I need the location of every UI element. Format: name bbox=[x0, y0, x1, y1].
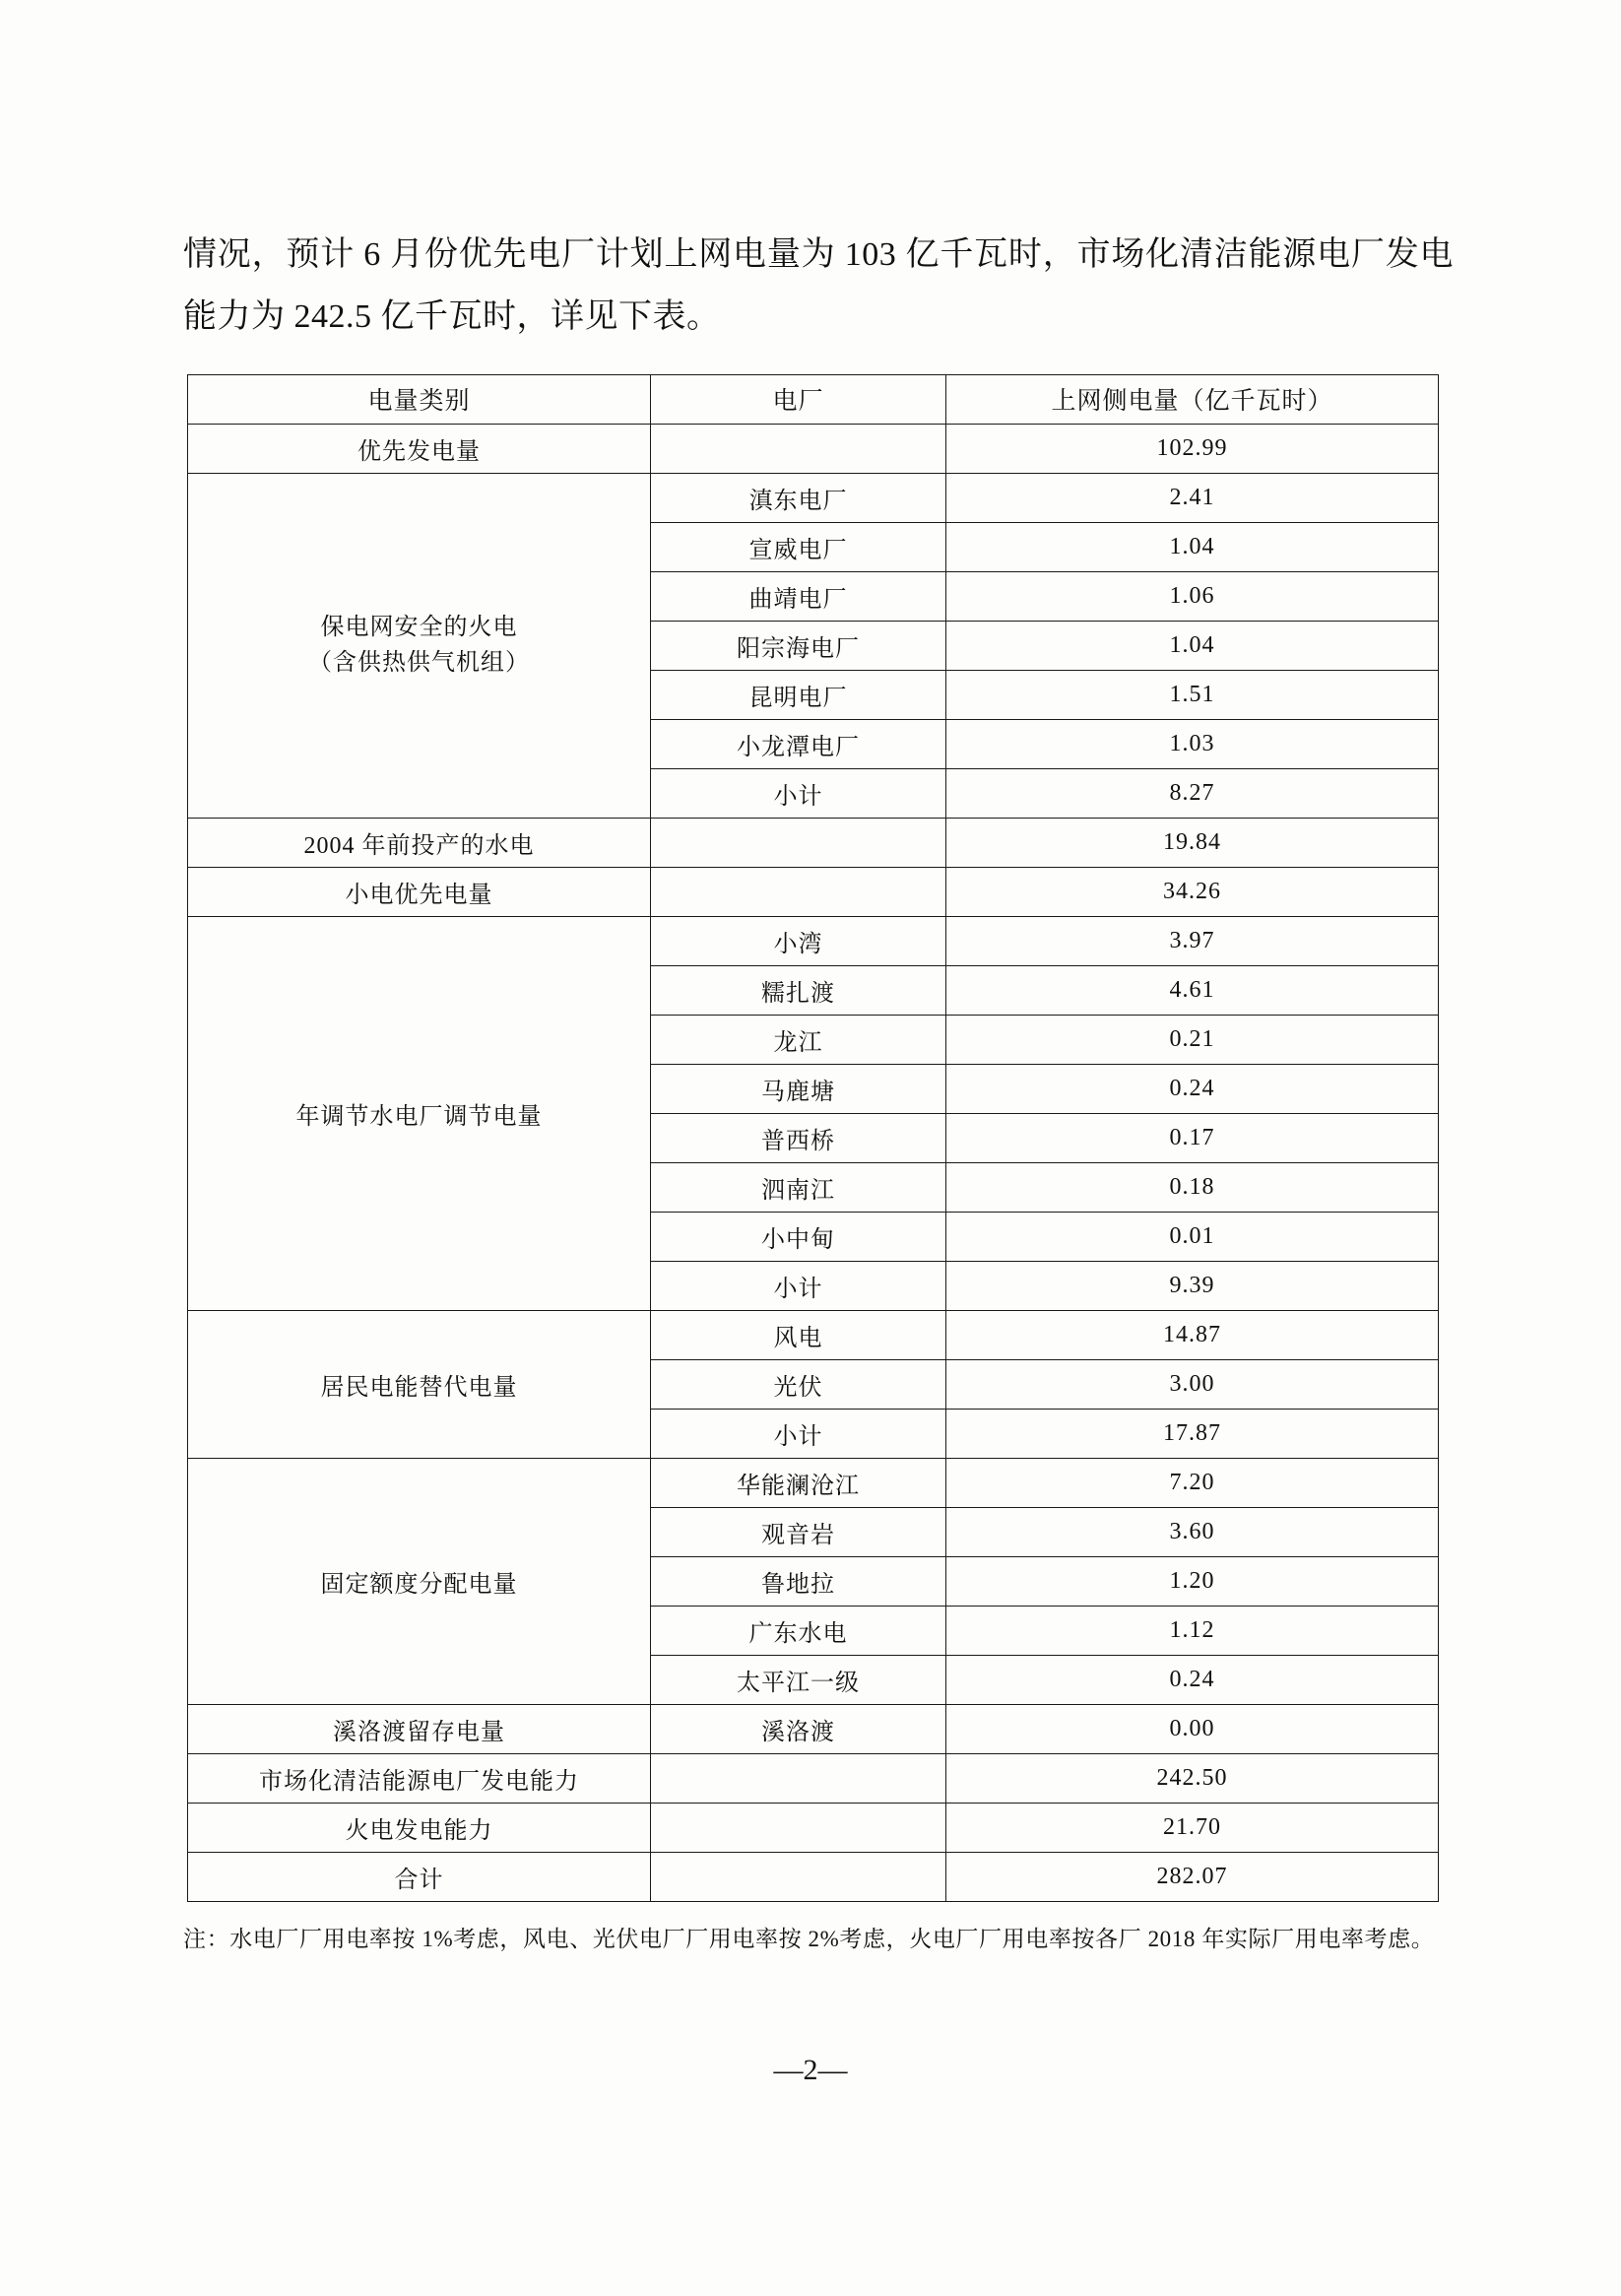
cell-value: 0.24 bbox=[946, 1064, 1439, 1113]
cell-plant: 光伏 bbox=[651, 1359, 946, 1409]
table-row-total bbox=[188, 1852, 1439, 1901]
cell-plant: 鲁地拉 bbox=[651, 1556, 946, 1606]
cell-value: 3.97 bbox=[946, 916, 1439, 965]
header-value: 上网侧电量（亿千瓦时） bbox=[946, 374, 1439, 424]
cell-value: 0.18 bbox=[946, 1162, 1439, 1212]
group-label-line1: 保电网安全的火电 bbox=[320, 615, 518, 641]
cell-value-subtotal: 17.87 bbox=[946, 1409, 1439, 1458]
cell-plant: 小湾 bbox=[651, 916, 946, 965]
cell-value: 102.99 bbox=[946, 424, 1439, 473]
group-label-line2: （含供热供气机组） bbox=[308, 650, 530, 677]
cell-plant: 阳宗海电厂 bbox=[651, 621, 946, 670]
cell-plant: 溪洛渡 bbox=[651, 1704, 946, 1753]
cell-value: 1.20 bbox=[946, 1556, 1439, 1606]
cell-value: 0.01 bbox=[946, 1212, 1439, 1261]
cell-plant bbox=[651, 867, 946, 916]
cell-plant bbox=[651, 1852, 946, 1901]
cell-value: 0.21 bbox=[946, 1015, 1439, 1064]
table-row bbox=[188, 1704, 1439, 1753]
table-row bbox=[188, 473, 1439, 522]
cell-value: 34.26 bbox=[946, 867, 1439, 916]
page-content bbox=[183, 225, 1454, 1959]
cell-category-group-fixed-quota: 固定额度分配电量 bbox=[188, 1458, 651, 1704]
cell-plant: 小中甸 bbox=[651, 1212, 946, 1261]
cell-value-subtotal: 9.39 bbox=[946, 1261, 1439, 1310]
cell-category: 小电优先电量 bbox=[188, 867, 651, 916]
cell-category-group-residential: 居民电能替代电量 bbox=[188, 1310, 651, 1458]
cell-plant bbox=[651, 818, 946, 867]
cell-value: 3.60 bbox=[946, 1507, 1439, 1556]
table-row bbox=[188, 916, 1439, 965]
cell-plant bbox=[651, 1803, 946, 1852]
cell-value: 14.87 bbox=[946, 1310, 1439, 1359]
cell-category-group-thermal bbox=[188, 473, 651, 818]
cell-value: 1.51 bbox=[946, 670, 1439, 719]
cell-plant-subtotal: 小计 bbox=[651, 768, 946, 818]
header-category: 电量类别 bbox=[188, 374, 651, 424]
cell-value: 0.24 bbox=[946, 1655, 1439, 1704]
cell-plant: 太平江一级 bbox=[651, 1655, 946, 1704]
cell-category: 火电发电能力 bbox=[188, 1803, 651, 1852]
power-generation-table bbox=[187, 374, 1439, 1902]
cell-plant: 马鹿塘 bbox=[651, 1064, 946, 1113]
cell-value: 7.20 bbox=[946, 1458, 1439, 1507]
cell-value: 0.00 bbox=[946, 1704, 1439, 1753]
table-row bbox=[188, 1310, 1439, 1359]
cell-plant: 泗南江 bbox=[651, 1162, 946, 1212]
cell-value: 1.12 bbox=[946, 1606, 1439, 1655]
table-body bbox=[188, 424, 1439, 1901]
cell-value: 1.06 bbox=[946, 571, 1439, 621]
cell-value: 3.00 bbox=[946, 1359, 1439, 1409]
cell-value: 2.41 bbox=[946, 473, 1439, 522]
cell-value: 1.04 bbox=[946, 522, 1439, 571]
table-row bbox=[188, 867, 1439, 916]
cell-plant: 昆明电厂 bbox=[651, 670, 946, 719]
table-row bbox=[188, 1803, 1439, 1852]
cell-value: 1.03 bbox=[946, 719, 1439, 768]
table-row bbox=[188, 818, 1439, 867]
table-note: 注：水电厂厂用电率按 1%考虑，风电、光伏电厂厂用电率按 2%考虑，火电厂厂用电率按各厂 2018 年实际厂用电率考虑。 bbox=[183, 1926, 1435, 1951]
cell-plant: 宣威电厂 bbox=[651, 522, 946, 571]
cell-plant: 小龙潭电厂 bbox=[651, 719, 946, 768]
cell-plant-subtotal: 小计 bbox=[651, 1409, 946, 1458]
cell-category-total: 合计 bbox=[188, 1852, 651, 1901]
cell-plant: 风电 bbox=[651, 1310, 946, 1359]
cell-plant: 华能澜沧江 bbox=[651, 1458, 946, 1507]
cell-value: 1.04 bbox=[946, 621, 1439, 670]
table-row bbox=[188, 1753, 1439, 1803]
cell-category-group-annual-hydro: 年调节水电厂调节电量 bbox=[188, 916, 651, 1310]
cell-value: 0.17 bbox=[946, 1113, 1439, 1162]
cell-value-subtotal: 8.27 bbox=[946, 768, 1439, 818]
cell-value: 21.70 bbox=[946, 1803, 1439, 1852]
cell-category: 市场化清洁能源电厂发电能力 bbox=[188, 1753, 651, 1803]
cell-plant: 广东水电 bbox=[651, 1606, 946, 1655]
table-row bbox=[188, 1458, 1439, 1507]
cell-category: 溪洛渡留存电量 bbox=[188, 1704, 651, 1753]
cell-plant-subtotal: 小计 bbox=[651, 1261, 946, 1310]
cell-category: 2004 年前投产的水电 bbox=[188, 818, 651, 867]
cell-value: 242.50 bbox=[946, 1753, 1439, 1803]
cell-value: 19.84 bbox=[946, 818, 1439, 867]
table-header-row bbox=[188, 374, 1439, 424]
cell-plant: 糯扎渡 bbox=[651, 965, 946, 1015]
cell-plant: 观音岩 bbox=[651, 1507, 946, 1556]
cell-plant bbox=[651, 1753, 946, 1803]
cell-plant: 龙江 bbox=[651, 1015, 946, 1064]
cell-category: 优先发电量 bbox=[188, 424, 651, 473]
header-plant: 电厂 bbox=[651, 374, 946, 424]
cell-plant: 滇东电厂 bbox=[651, 473, 946, 522]
cell-plant: 普西桥 bbox=[651, 1113, 946, 1162]
cell-value: 4.61 bbox=[946, 965, 1439, 1015]
intro-paragraph: 情况，预计 6 月份优先电厂计划上网电量为 103 亿千瓦时，市场化清洁能源电厂发电能力为 242.5 亿千瓦时，详见下表。 bbox=[183, 236, 1454, 335]
page-number: —2— bbox=[773, 2054, 848, 2086]
table-row bbox=[188, 424, 1439, 473]
cell-plant bbox=[651, 424, 946, 473]
cell-plant: 曲靖电厂 bbox=[651, 571, 946, 621]
cell-value-total: 282.07 bbox=[946, 1852, 1439, 1901]
